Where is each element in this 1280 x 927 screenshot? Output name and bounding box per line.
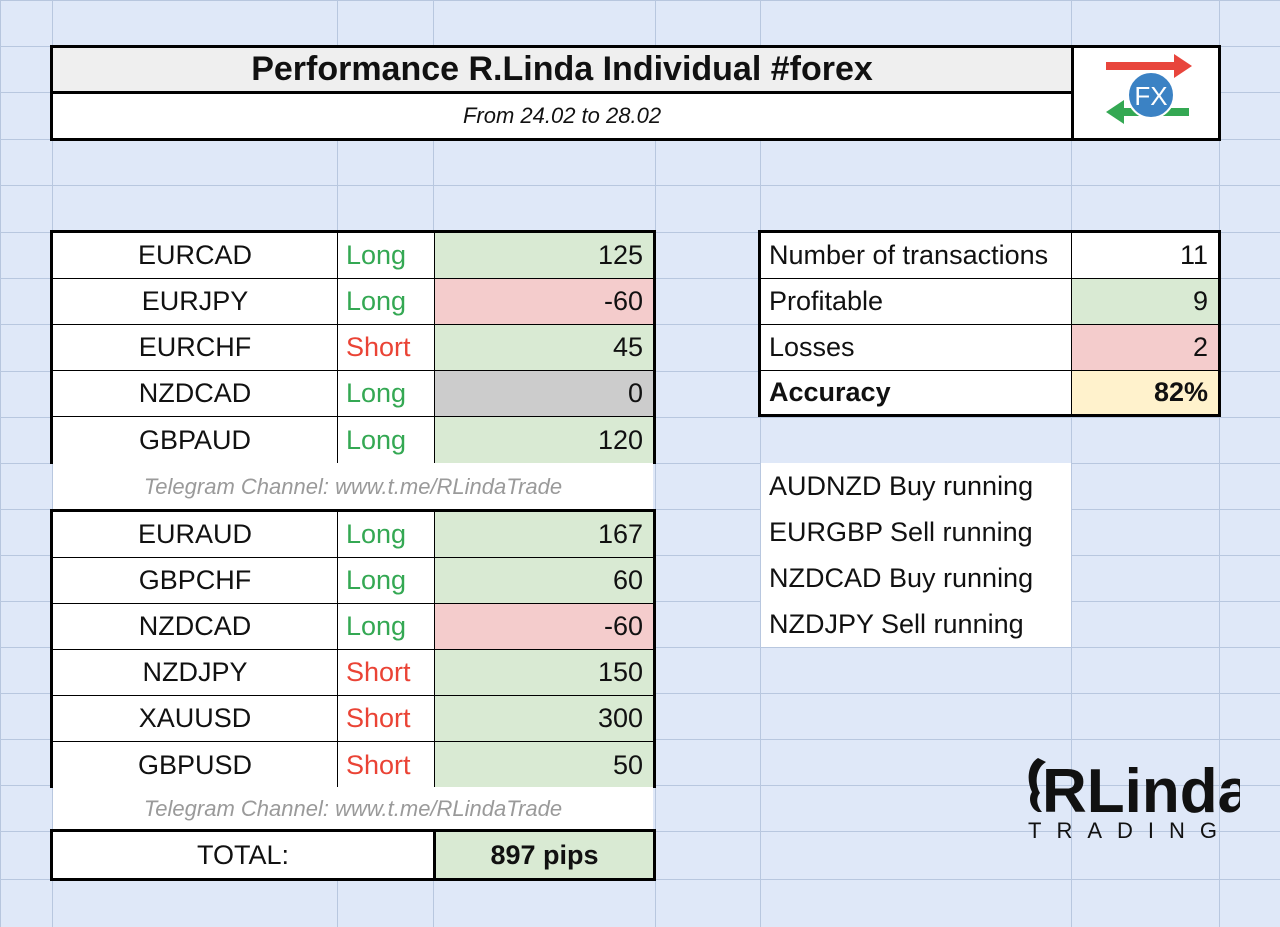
stat-label: Profitable — [761, 279, 1071, 325]
trade-pair: EURCHF — [53, 325, 337, 371]
running-trade-item: AUDNZD Buy running — [761, 463, 1071, 509]
telegram-channel-label: Telegram Channel: www.t.me/RLindaTrade — [53, 787, 653, 831]
total-row — [50, 829, 656, 881]
trade-direction: Short — [337, 696, 434, 742]
trade-pips: 50 — [434, 742, 653, 788]
header-box — [50, 45, 1221, 141]
rlinda-logo-icon — [1020, 750, 1240, 845]
trade-pair: XAUUSD — [53, 696, 337, 742]
trade-pips: 0 — [434, 371, 653, 417]
trade-direction: Long — [337, 417, 434, 463]
trade-pair: GBPAUD — [138, 424, 252, 455]
page-title: Performance R.Linda Individual #forex — [53, 48, 1071, 94]
brand-sub: TRADING — [1028, 818, 1232, 843]
running-trades-list — [761, 463, 1071, 647]
stat-value: 2 — [1071, 325, 1218, 371]
running-trade-item: EURGBP Sell running — [761, 509, 1071, 555]
fx-logo — [1071, 48, 1218, 138]
trade-direction: Long — [337, 371, 434, 417]
trade-pair: GBPCHF — [53, 558, 337, 604]
rlinda-brand-logo — [1020, 750, 1240, 845]
stat-value: 11 — [1071, 233, 1218, 279]
running-trade-item: NZDJPY Sell running — [761, 601, 1071, 647]
trade-direction: Long — [337, 233, 434, 279]
total-value: 897 pips — [433, 832, 653, 878]
trade-pair: NZDCAD — [53, 371, 337, 417]
trade-pips: 120 — [434, 417, 653, 463]
date-range: From 24.02 to 28.02 — [462, 103, 662, 128]
trade-pair: NZDCAD — [53, 604, 337, 650]
grid-line — [0, 185, 1280, 186]
trade-direction: Long — [337, 604, 434, 650]
trade-pair: EURCAD — [53, 233, 337, 279]
trade-pips: 60 — [434, 558, 653, 604]
stat-value: 9 — [1071, 279, 1218, 325]
trade-direction: Short — [337, 325, 434, 371]
stats-table — [758, 230, 1221, 417]
trade-pips: 45 — [434, 325, 653, 371]
trade-direction: Long — [337, 558, 434, 604]
stat-label: Number of transactions — [761, 233, 1071, 279]
trade-pips: 167 — [434, 512, 653, 558]
trade-pair: EURAUD — [53, 512, 337, 558]
trade-pair: EURJPY — [53, 279, 337, 325]
trades-table-2 — [50, 509, 656, 788]
trade-pips: -60 — [434, 279, 653, 325]
trade-pips: 300 — [434, 696, 653, 742]
total-label: TOTAL: — [196, 839, 290, 870]
trade-direction: Long — [337, 512, 434, 558]
stat-value: 82% — [1071, 371, 1218, 414]
trades-table-1 — [50, 230, 656, 464]
fx-logo-text: FX — [1134, 81, 1168, 111]
fx-exchange-icon — [1074, 48, 1221, 138]
brand-name: RLinda — [1042, 757, 1240, 826]
trade-direction: Short — [337, 650, 434, 696]
stat-label: Losses — [761, 325, 1071, 371]
stat-label: Accuracy — [761, 371, 1071, 414]
trade-pips: -60 — [434, 604, 653, 650]
trade-pair: NZDJPY — [53, 650, 337, 696]
trade-pair: GBPUSD — [137, 749, 253, 780]
trade-pips: 125 — [434, 233, 653, 279]
telegram-channel-label: Telegram Channel: www.t.me/RLindaTrade — [53, 464, 653, 509]
running-trade-item: NZDCAD Buy running — [761, 555, 1071, 601]
trade-direction: Long — [337, 279, 434, 325]
trade-pips: 150 — [434, 650, 653, 696]
trade-direction: Short — [337, 742, 434, 788]
